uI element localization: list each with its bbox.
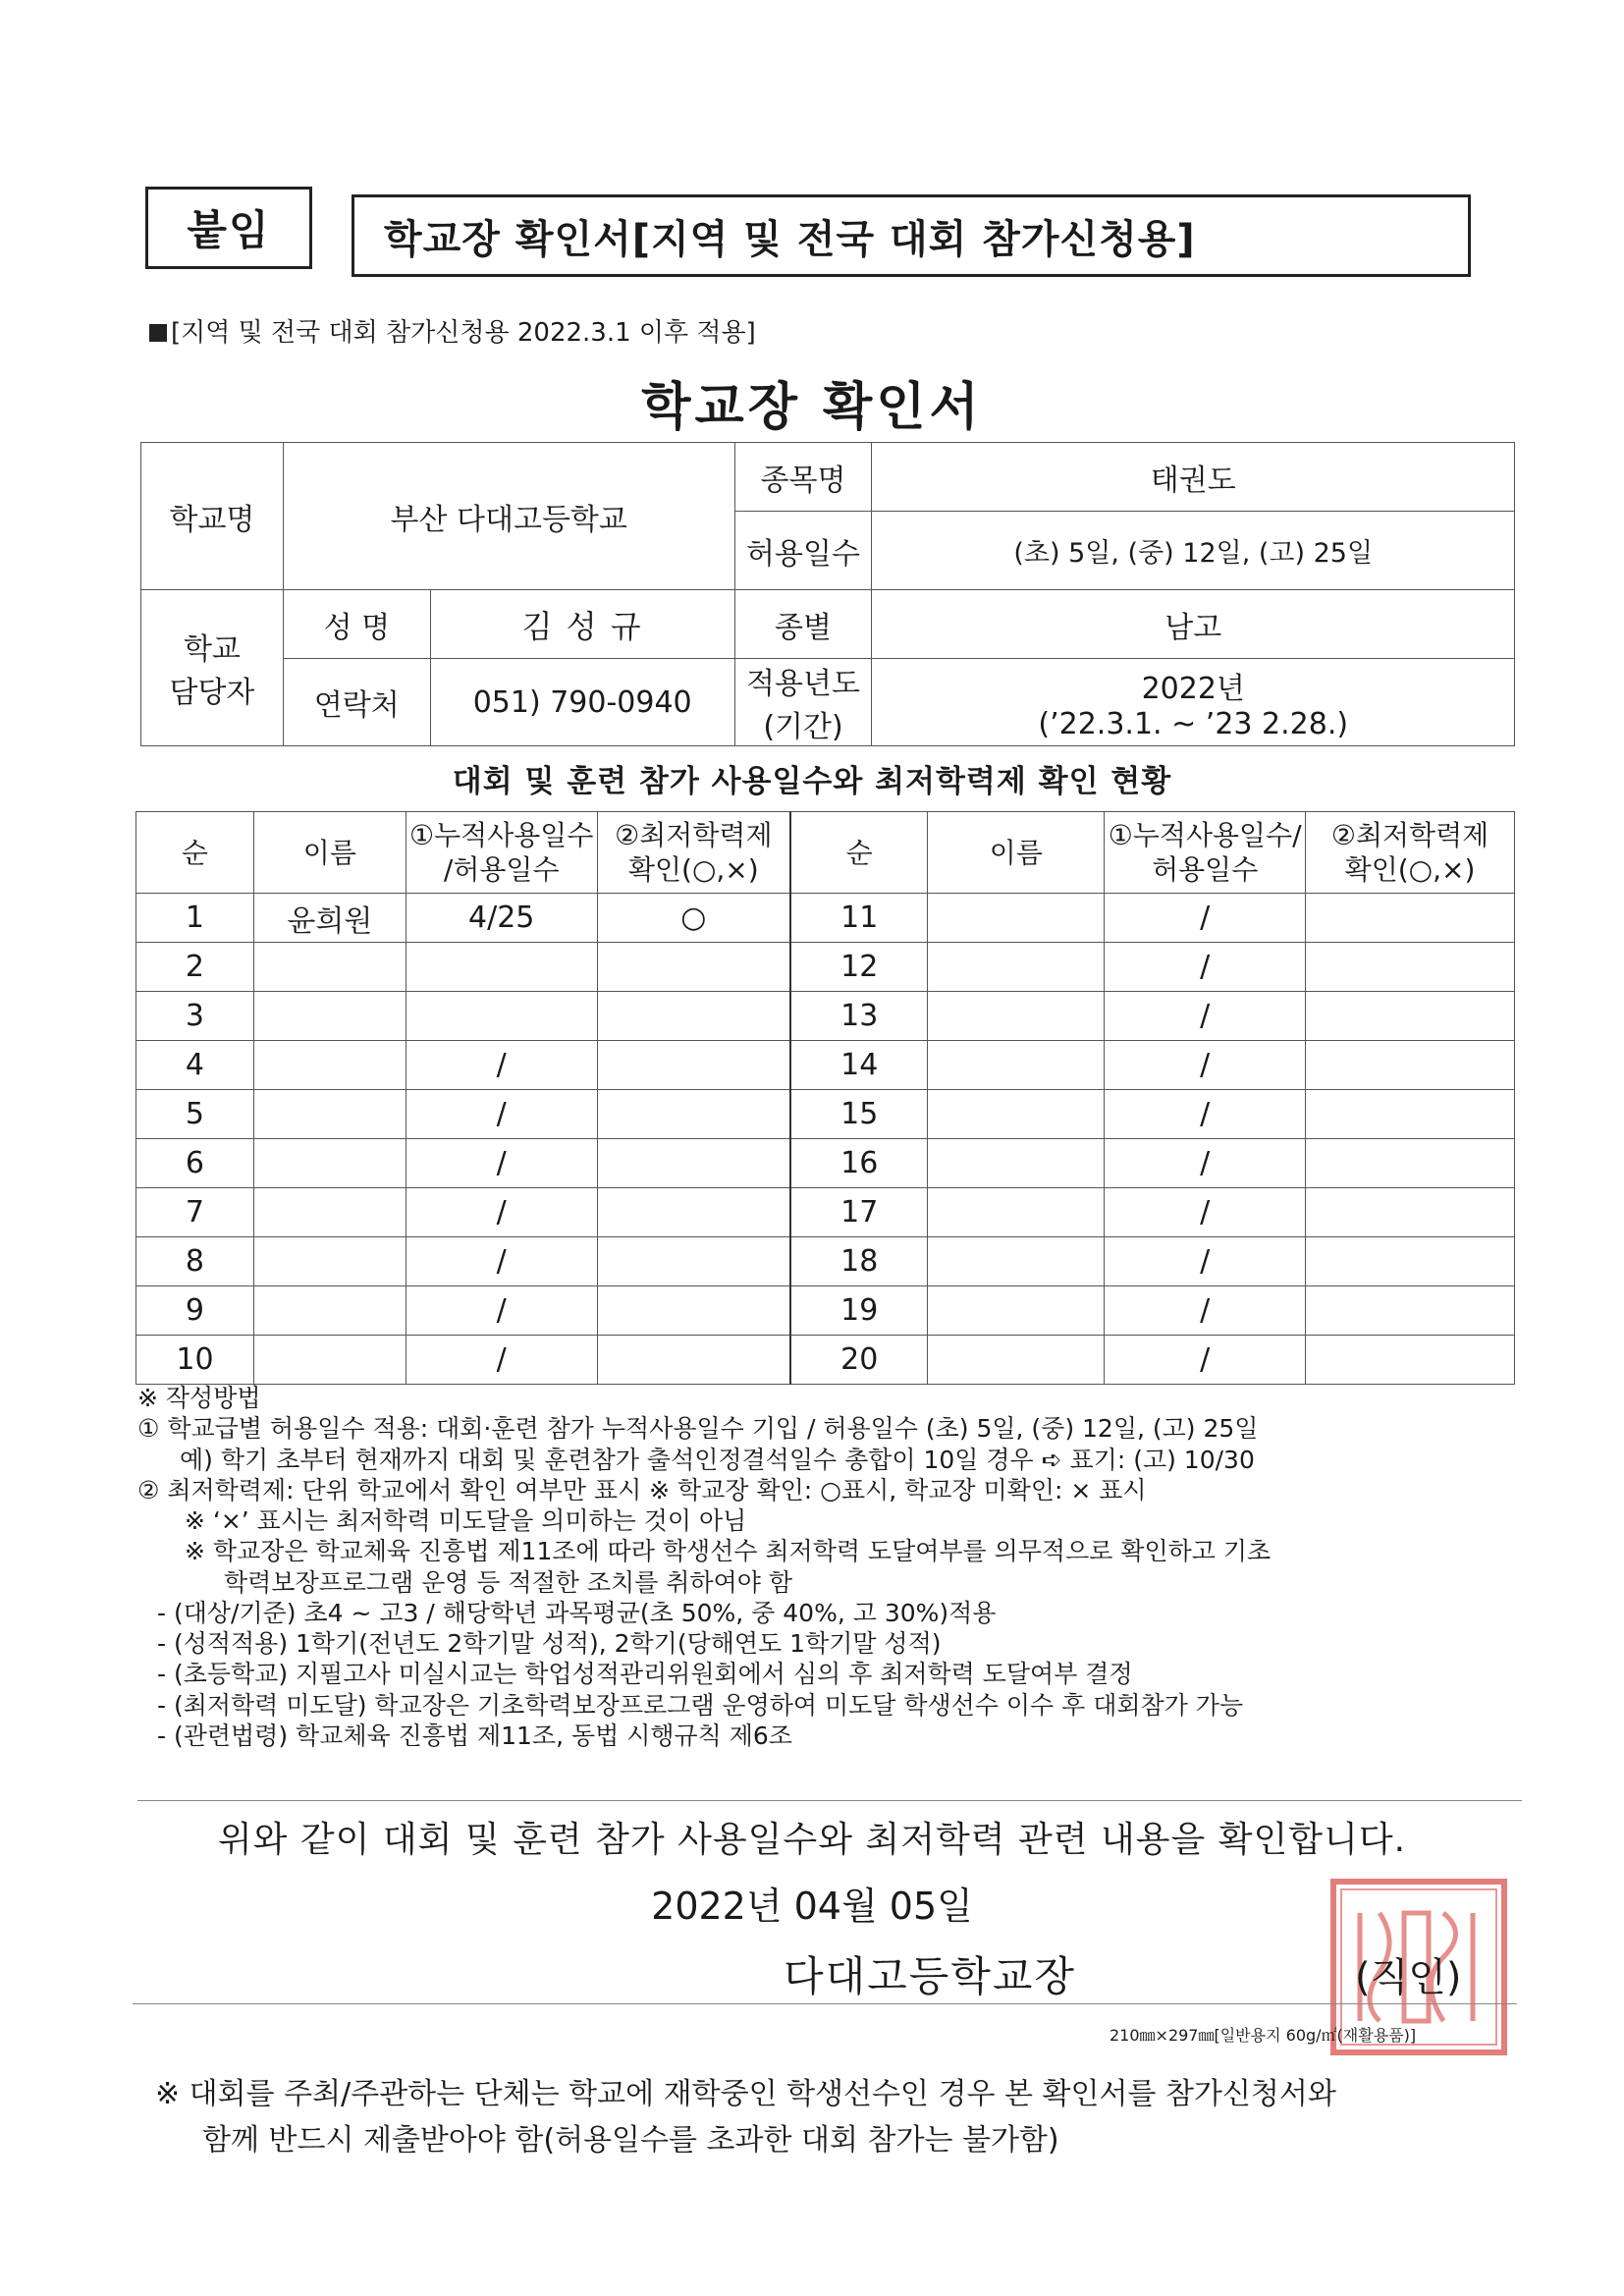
row-name <box>253 1139 406 1188</box>
row-check <box>597 1139 790 1188</box>
row-check-right <box>1306 1041 1515 1090</box>
period-text: (’22.3.1. ~ ’23 2.28.) <box>1038 706 1349 741</box>
phone-value: 051) 790-0940 <box>430 659 734 746</box>
row-no-right: 12 <box>790 943 928 992</box>
usage-table <box>135 811 1515 1385</box>
instruction-line: - (대상/기준) 초4 ~ 고3 / 해당학년 과목평균(초 50%, 중 40%, 고 30%)적용 <box>157 1598 997 1627</box>
applicability-notice <box>149 312 756 349</box>
row-check-right <box>1306 1286 1515 1336</box>
row-check <box>597 1188 790 1237</box>
row-no: 6 <box>136 1139 254 1188</box>
row-days: / <box>406 1336 597 1385</box>
type-value: 남고 <box>872 590 1515 659</box>
row-check-right <box>1306 943 1515 992</box>
row-name-right <box>928 992 1105 1041</box>
row-no-right: 16 <box>790 1139 928 1188</box>
footer-line: 함께 반드시 제출받아야 함(허용일수를 초과한 대회 참가는 불가함) <box>202 2122 1059 2158</box>
row-days: / <box>406 1286 597 1336</box>
row-name <box>253 1041 406 1090</box>
row-name-right <box>928 1188 1105 1237</box>
instruction-line: - (관련법령) 학교체육 진흥법 제11조, 동법 시행규칙 제6조 <box>157 1721 792 1750</box>
row-name <box>253 1286 406 1336</box>
row-check-right <box>1306 1090 1515 1139</box>
sport-value: 태권도 <box>872 443 1515 512</box>
row-check <box>597 992 790 1041</box>
row-no-right: 20 <box>790 1336 928 1385</box>
row-no-right: 17 <box>790 1188 928 1237</box>
row-check <box>597 1041 790 1090</box>
col-name: 이름 <box>253 812 406 894</box>
row-check-right <box>1306 1336 1515 1385</box>
col-days-right-line1: ①누적사용일수/ <box>1108 819 1302 851</box>
row-name-right <box>928 1041 1105 1090</box>
usage-rows <box>136 894 1515 1385</box>
table-row <box>136 943 1515 992</box>
row-days-right: / <box>1105 1336 1306 1385</box>
year-text: 2022년 <box>1141 671 1245 706</box>
header-title: 학교장 확인서[지역 및 전국 대회 참가신청용] <box>352 194 1471 277</box>
instruction-line: - (최저학력 미도달) 학교장은 기초학력보장프로그램 운영하여 미도달 학생선수 이수 후 대회참가 가능 <box>157 1690 1244 1720</box>
row-no: 4 <box>136 1041 254 1090</box>
row-name-right <box>928 1336 1105 1385</box>
row-days: / <box>406 1139 597 1188</box>
row-check: ○ <box>597 894 790 943</box>
divider <box>133 2003 1517 2004</box>
row-no: 3 <box>136 992 254 1041</box>
school-label: 학교명 <box>141 443 284 590</box>
col-check-line2: 확인(○,×) <box>627 853 759 886</box>
row-name <box>253 1336 406 1385</box>
col-no: 순 <box>136 812 254 894</box>
instruction-line: 예) 학기 초부터 현재까지 대회 및 훈련참가 출석인정결석일수 총합이 10일 경우 ➪ 표기: (고) 10/30 <box>180 1445 1255 1474</box>
table-row <box>136 1041 1515 1090</box>
col-no-right: 순 <box>790 812 928 894</box>
col-days-right <box>1105 812 1306 894</box>
row-days-right: / <box>1105 1139 1306 1188</box>
contact-label <box>141 590 284 746</box>
table-row <box>136 1188 1515 1237</box>
row-no: 7 <box>136 1188 254 1237</box>
year-value <box>872 659 1515 746</box>
row-name <box>253 1188 406 1237</box>
row-check <box>597 1090 790 1139</box>
col-days-right-line2: 허용일수 <box>1152 853 1259 886</box>
instructions <box>137 1383 1532 1751</box>
sport-label: 종목명 <box>734 443 872 512</box>
attachment-label: 붙임 <box>145 187 312 269</box>
issue-date: 2022년 04월 05일 <box>651 1885 973 1928</box>
row-no-right: 19 <box>790 1286 928 1336</box>
row-days-right: / <box>1105 1237 1306 1286</box>
row-no-right: 11 <box>790 894 928 943</box>
row-name <box>253 1090 406 1139</box>
paper-spec: 210㎜×297㎜[일반용지 60g/㎡(재활용품)] <box>1110 2026 1417 2045</box>
col-check <box>597 812 790 894</box>
row-name <box>253 1237 406 1286</box>
contact-name: 김 성 규 <box>430 590 734 659</box>
square-bullet-icon <box>149 324 167 342</box>
year-label <box>734 659 872 746</box>
allowed-days-label: 허용일수 <box>734 512 872 590</box>
instruction-line: ② 최저학력제: 단위 학교에서 확인 여부만 표시 ※ 학교장 확인: ○표시, 학교장 미확인: × 표시 <box>137 1475 1147 1504</box>
table-row <box>136 894 1515 943</box>
row-check-right <box>1306 1139 1515 1188</box>
row-days: / <box>406 1188 597 1237</box>
phone-label: 연락처 <box>283 659 430 746</box>
confirmation-text: 위와 같이 대회 및 훈련 참가 사용일수와 최저학력 관련 내용을 확인합니다. <box>217 1820 1407 1860</box>
col-check-right <box>1306 812 1515 894</box>
row-check-right <box>1306 1188 1515 1237</box>
divider <box>137 1800 1522 1801</box>
table-row <box>136 1090 1515 1139</box>
row-check <box>597 943 790 992</box>
row-no-right: 13 <box>790 992 928 1041</box>
row-check <box>597 1336 790 1385</box>
instruction-line: ① 학교급별 허용일수 적용: 대회·훈련 참가 누적사용일수 기입 / 허용일수 (초) 5일, (중) 12일, (고) 25일 <box>137 1414 1259 1444</box>
table-row <box>136 1286 1515 1336</box>
row-days-right: / <box>1105 1090 1306 1139</box>
row-name-right <box>928 943 1105 992</box>
instructions-heading: ※ 작성방법 <box>137 1384 261 1412</box>
row-days-right: / <box>1105 992 1306 1041</box>
row-days: / <box>406 1090 597 1139</box>
allowed-days-value: (초) 5일, (중) 12일, (고) 25일 <box>872 512 1515 590</box>
row-check <box>597 1286 790 1336</box>
table-row <box>136 1237 1515 1286</box>
col-days <box>406 812 597 894</box>
row-days-right: / <box>1105 1286 1306 1336</box>
row-no: 9 <box>136 1286 254 1336</box>
table-row <box>136 992 1515 1041</box>
row-days <box>406 943 597 992</box>
col-check-right-line2: 확인(○,×) <box>1344 853 1476 886</box>
row-days: / <box>406 1237 597 1286</box>
col-days-line2: /허용일수 <box>443 853 560 886</box>
contact-label-line1: 학교 <box>183 632 241 667</box>
instruction-line: - (초등학교) 지필고사 미실시교는 학업성적관리위원회에서 심의 후 최저학력 도달여부 결정 <box>157 1660 1133 1689</box>
col-days-line1: ①누적사용일수 <box>409 819 594 851</box>
row-no: 10 <box>136 1336 254 1385</box>
row-name-right <box>928 1237 1105 1286</box>
type-label: 종별 <box>734 590 872 659</box>
document-title: 학교장 확인서 <box>641 378 983 437</box>
school-name: 부산 다대고등학교 <box>283 443 734 590</box>
row-days-right: / <box>1105 894 1306 943</box>
name-label: 성 명 <box>283 590 430 659</box>
row-no: 8 <box>136 1237 254 1286</box>
row-no: 2 <box>136 943 254 992</box>
year-label-line1: 적용년도 <box>746 667 860 701</box>
table-row <box>136 1336 1515 1385</box>
row-check-right <box>1306 1237 1515 1286</box>
row-check-right <box>1306 992 1515 1041</box>
principal-name: 다대고등학교장 <box>784 1952 1077 2000</box>
instruction-line: ※ 학교장은 학교체육 진흥법 제11조에 따라 학생선수 최저학력 도달여부를 의무적으로 확인하고 기초 <box>185 1537 1272 1566</box>
row-no-right: 14 <box>790 1041 928 1090</box>
usage-subtitle: 대회 및 훈련 참가 사용일수와 최저학력제 확인 현황 <box>452 764 1172 799</box>
notice-text: [지역 및 전국 대회 참가신청용 2022.3.1 이후 적용] <box>171 318 756 348</box>
row-name-right <box>928 1090 1105 1139</box>
instruction-line: - (성적적용) 1학기(전년도 2학기말 성적), 2학기(당해연도 1학기말 성적) <box>157 1629 942 1658</box>
instruction-line: ※ ‘×’ 표시는 최저학력 미도달을 의미하는 것이 아님 <box>185 1506 747 1535</box>
instruction-line: 학력보장프로그램 운영 등 적절한 조치를 취하여야 함 <box>224 1567 792 1597</box>
row-check-right <box>1306 894 1515 943</box>
row-name: 윤희원 <box>253 894 406 943</box>
row-name <box>253 992 406 1041</box>
col-name-right: 이름 <box>928 812 1105 894</box>
footer-note <box>155 2072 1336 2163</box>
row-days: / <box>406 1041 597 1090</box>
row-no: 1 <box>136 894 254 943</box>
table-row <box>136 1139 1515 1188</box>
row-no: 5 <box>136 1090 254 1139</box>
col-check-line1: ②최저학력제 <box>615 819 773 851</box>
row-check <box>597 1237 790 1286</box>
footer-line: ※ 대회를 주최/주관하는 단체는 학교에 재학중인 학생선수인 경우 본 확인서를 참가신청서와 <box>155 2077 1336 2111</box>
seal-label: (직인) <box>1355 1955 1462 2000</box>
row-name-right <box>928 1139 1105 1188</box>
row-name-right <box>928 1286 1105 1336</box>
contact-label-line2: 담당자 <box>169 676 255 710</box>
row-days <box>406 992 597 1041</box>
row-name-right <box>928 894 1105 943</box>
row-no-right: 15 <box>790 1090 928 1139</box>
year-label-line2: (기간) <box>763 710 843 744</box>
school-info-table <box>140 442 1515 746</box>
col-check-right-line1: ②최저학력제 <box>1330 819 1489 851</box>
row-days: 4/25 <box>406 894 597 943</box>
row-days-right: / <box>1105 1188 1306 1237</box>
row-name <box>253 943 406 992</box>
row-days-right: / <box>1105 1041 1306 1090</box>
row-no-right: 18 <box>790 1237 928 1286</box>
row-days-right: / <box>1105 943 1306 992</box>
